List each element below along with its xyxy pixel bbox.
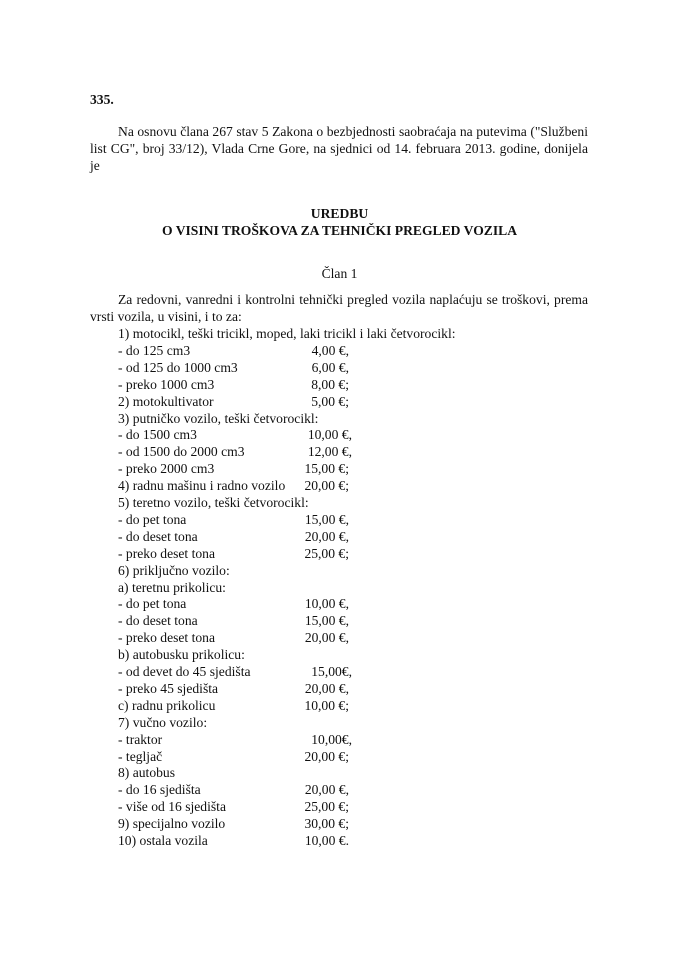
document-subtitle: O VISINI TROŠKOVA ZA TEHNIČKI PREGLED VOZILA xyxy=(161,223,518,238)
fee-item-amount: 10,00 €, xyxy=(304,596,349,612)
fee-item-label: - tegljač xyxy=(118,748,163,764)
fee-item-label: 9) specijalno vozilo xyxy=(118,816,226,832)
fee-item-label: c) radnu prikolicu xyxy=(118,697,216,713)
fee-list-item xyxy=(118,832,349,849)
fee-item-label: 2) motokultivator xyxy=(118,393,214,409)
fee-item-amount: 15,00 €, xyxy=(304,511,349,527)
fee-item-amount: 20,00 €, xyxy=(304,782,349,798)
fee-item-label: 8) autobus xyxy=(118,765,176,781)
fee-list-item xyxy=(118,781,349,798)
fee-item-label: - do deset tona xyxy=(118,528,198,544)
fee-item-label: - od 1500 do 2000 cm3 xyxy=(118,444,245,460)
fee-list-item xyxy=(118,646,349,663)
fee-item-amount: 10,00€, xyxy=(311,731,352,747)
document-title: UREDBU xyxy=(310,206,369,221)
fee-list-item xyxy=(118,359,349,376)
fee-item-amount: 6,00 €, xyxy=(311,359,349,375)
fee-item-amount: 25,00 €; xyxy=(304,545,349,561)
fee-list-item xyxy=(118,426,352,443)
fee-list-item xyxy=(118,697,349,714)
fee-item-label: - preko 45 sjedišta xyxy=(118,680,219,696)
fee-item-label: - do pet tona xyxy=(118,596,187,612)
fee-list-item xyxy=(118,528,349,545)
fee-list-item xyxy=(118,376,349,393)
fee-item-amount: 20,00 €; xyxy=(304,478,349,494)
fee-item-label: 5) teretno vozilo, teški četvorocikl: xyxy=(118,495,309,510)
fee-list-item xyxy=(118,393,349,410)
fee-item-label: 3) putničko vozilo, teški četvorocikl: xyxy=(118,410,319,426)
fee-list-item xyxy=(118,815,349,832)
fee-item-label: 10) ostala vozila xyxy=(118,833,208,848)
fee-list-item xyxy=(118,663,352,680)
fee-list-item xyxy=(118,680,349,697)
fee-list-item xyxy=(118,443,352,460)
fee-item-label: - preko 2000 cm3 xyxy=(118,461,215,477)
article-heading: Član 1 xyxy=(321,266,358,281)
fee-item-label: - od 125 do 1000 cm3 xyxy=(118,359,238,375)
fee-item-label: - traktor xyxy=(118,731,163,747)
fee-item-amount: 15,00 €; xyxy=(304,461,349,477)
fee-list-item xyxy=(118,494,349,511)
fee-item-label: - do pet tona xyxy=(118,511,187,527)
fee-list-item xyxy=(118,342,349,359)
fee-list-item xyxy=(118,460,349,477)
fee-item-label: 4) radnu mašinu i radno vozilo xyxy=(118,478,286,494)
intro-paragraph: Na osnovu člana 267 stav 5 Zakona o bezbjednosti saobraćaja na putevima ("Službeni list CG", broj 33/12), Vlada Crne Gore, na sjednici od 14. februara 2013. godine, donijela je xyxy=(90,124,588,174)
fee-item-label: - do 16 sjedišta xyxy=(118,782,201,798)
fee-item-amount: 10,00 €. xyxy=(304,833,349,848)
fee-item-label: 1) motocikl, teški tricikl, moped, laki tricikl i laki četvorocikl: xyxy=(118,326,456,341)
fee-item-label: - od devet do 45 sjedišta xyxy=(118,664,251,679)
fee-item-label: - preko deset tona xyxy=(118,630,216,646)
fee-item-label: - do deset tona xyxy=(118,613,198,629)
fee-item-label: - do 1500 cm3 xyxy=(118,427,197,443)
fee-item-amount: 20,00 €, xyxy=(304,680,349,696)
fee-item-label: - do 125 cm3 xyxy=(118,342,191,358)
fee-item-amount: 12,00 €, xyxy=(307,444,352,460)
fee-list-item xyxy=(118,731,352,748)
fee-item-amount: 8,00 €; xyxy=(311,376,349,392)
fee-item-amount: 30,00 €; xyxy=(304,816,349,832)
fee-list-item xyxy=(118,477,349,494)
fee-list-item xyxy=(118,798,349,815)
fee-item-label: - preko 1000 cm3 xyxy=(118,376,215,392)
fee-item-amount: 10,00 €, xyxy=(307,427,352,443)
fee-list-item xyxy=(118,545,349,562)
fee-item-amount: 5,00 €; xyxy=(311,393,349,409)
fee-item-label: - više od 16 sjedišta xyxy=(118,799,226,815)
fee-item-amount: 20,00 €; xyxy=(304,748,349,764)
fee-list-item xyxy=(118,714,349,731)
fee-list-item xyxy=(118,612,349,629)
fee-list-item xyxy=(118,595,349,612)
fee-item-amount: 4,00 €, xyxy=(311,342,349,358)
article-lead-paragraph: Za redovni, vanredni i kontrolni tehnički pregled vozila naplaćuju se troškovi, prema vrsti vozila, u visini, i to za: xyxy=(90,292,588,325)
fee-item-label: - preko deset tona xyxy=(118,545,216,561)
fee-item-amount: 20,00 €, xyxy=(304,528,349,544)
fee-list-item xyxy=(118,562,349,579)
fee-item-label: b) autobusku prikolicu: xyxy=(118,647,245,663)
fee-list-item xyxy=(118,629,349,646)
fee-list-item xyxy=(118,410,349,427)
fee-item-amount: 20,00 €, xyxy=(304,630,349,646)
fee-item-label: a) teretnu prikolicu: xyxy=(118,579,226,595)
fee-item-amount: 10,00 €; xyxy=(304,697,349,713)
fee-list-item xyxy=(118,748,349,765)
fee-list-item xyxy=(118,764,349,781)
fee-item-amount: 25,00 €; xyxy=(304,799,349,815)
fee-list-item xyxy=(118,511,349,528)
fee-list-item xyxy=(118,325,456,342)
fee-item-amount: 15,00€, xyxy=(311,664,352,679)
fee-list-item xyxy=(118,579,349,596)
fee-item-label: 6) priključno vozilo: xyxy=(118,562,230,578)
regulation-number: 335. xyxy=(90,92,114,107)
fee-item-amount: 15,00 €, xyxy=(304,613,349,629)
fee-item-label: 7) vučno vozilo: xyxy=(118,714,208,730)
